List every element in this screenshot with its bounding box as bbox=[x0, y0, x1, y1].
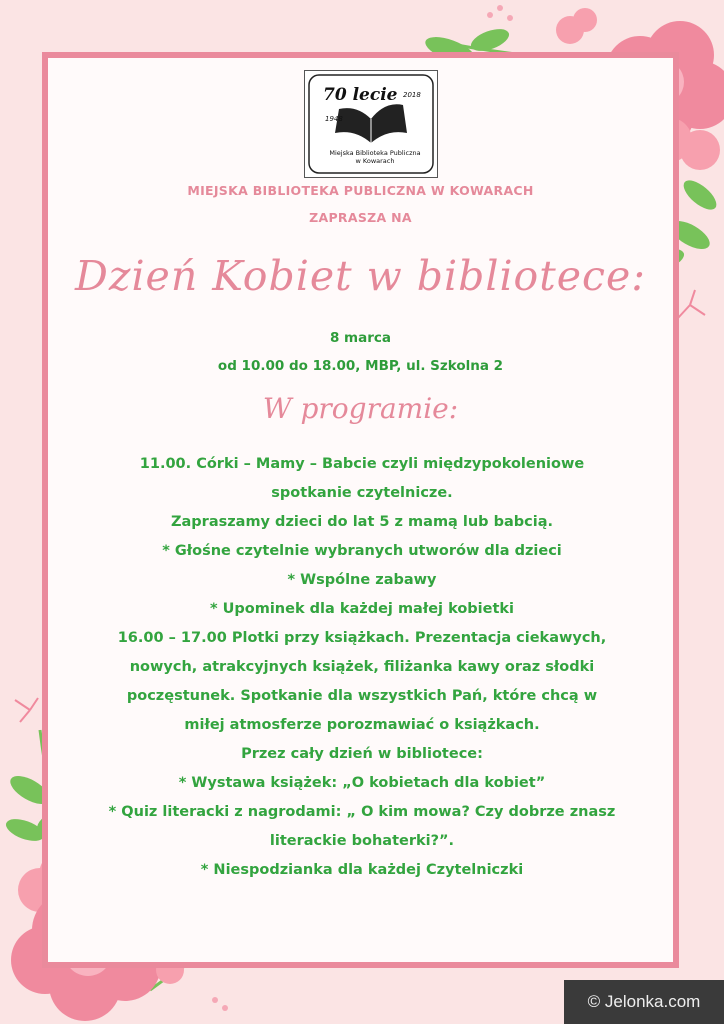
logo-caption-line2: w Kowarach bbox=[355, 157, 395, 165]
logo-year-start: 1948 bbox=[325, 115, 343, 123]
event-date: 8 marca bbox=[329, 330, 392, 346]
program-line: Przez cały dzień w bibliotece: bbox=[241, 746, 483, 762]
watermark-credit: © Jelonka.com bbox=[564, 980, 724, 1024]
program-line: poczęstunek. Spotkanie dla wszystkich Pań, które chcą w bbox=[126, 688, 598, 704]
library-logo bbox=[304, 70, 438, 178]
program-line: * Niespodzianka dla każdej Czytelniczki bbox=[200, 862, 524, 878]
program-line: 16.00 – 17.00 Plotki przy książkach. Prezentacja ciekawych, bbox=[117, 630, 607, 646]
program-line: miłej atmosferze porozmawiać o książkach. bbox=[184, 717, 540, 733]
program-line: * Quiz literacki z nagrodami: „ O kim mowa? Czy dobrze znasz bbox=[108, 804, 616, 820]
event-time-place: od 10.00 do 18.00, MBP, ul. Szkolna 2 bbox=[217, 358, 504, 374]
program-line: spotkanie czytelnicze. bbox=[271, 485, 453, 501]
program-line: 11.00. Córki – Mamy – Babcie czyli międzypokoleniowe bbox=[139, 456, 585, 472]
program-line: Zapraszamy dzieci do lat 5 z mamą lub babcią. bbox=[170, 514, 554, 530]
organization-name: MIEJSKA BIBLIOTEKA PUBLICZNA W KOWARACH bbox=[187, 183, 534, 198]
invite-text: ZAPRASZA NA bbox=[309, 210, 412, 225]
program-line: literackie bohaterki?”. bbox=[269, 833, 455, 849]
program-heading: W programie: bbox=[262, 392, 459, 425]
program-line: * Upominek dla każdej małej kobietki bbox=[209, 601, 515, 617]
logo-caption bbox=[327, 149, 423, 165]
logo-year-end: 2018 bbox=[403, 91, 421, 99]
program-line: nowych, atrakcyjnych książek, filiżanka kawy oraz słodki bbox=[129, 659, 595, 675]
program-line: * Wystawa książek: „O kobietach dla kobiet” bbox=[178, 775, 546, 791]
event-title: Dzień Kobiet w bibliotece: bbox=[74, 252, 647, 300]
program-line: * Głośne czytelnie wybranych utworów dla dzieci bbox=[162, 543, 562, 559]
logo-anniversary: 70 lecie bbox=[323, 85, 398, 105]
program-list bbox=[96, 450, 628, 885]
logo-caption-line1: Miejska Biblioteka Publiczna bbox=[329, 149, 421, 157]
program-line: * Wspólne zabawy bbox=[287, 572, 437, 588]
